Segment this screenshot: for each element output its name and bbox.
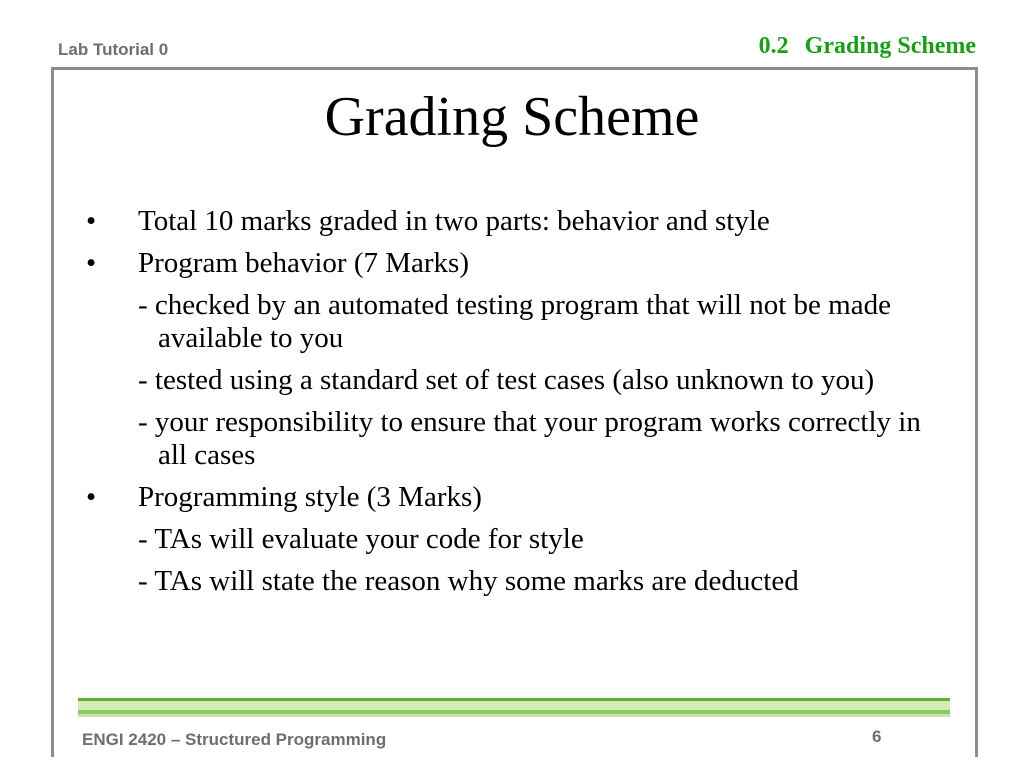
- sub-item-text: - checked by an automated testing program that will not be made available to you: [138, 289, 891, 354]
- sub-item-text: - your responsibility to ensure that your program works correctly in all cases: [138, 406, 921, 471]
- sub-item-text: - TAs will evaluate your code for style: [138, 523, 584, 555]
- bullet-dot: •: [86, 205, 97, 237]
- footer-divider: [78, 698, 950, 717]
- bullet-item: [84, 205, 944, 238]
- bullet-dot: •: [86, 247, 97, 279]
- bullet-item: [84, 481, 944, 514]
- sub-item: [84, 406, 944, 472]
- slide-content: [84, 205, 944, 607]
- sub-item: [84, 289, 944, 355]
- sub-item-text: - TAs will state the reason why some marks are deducted: [138, 565, 799, 597]
- bullet-dot: •: [86, 481, 97, 513]
- sub-item-text: - tested using a standard set of test cases (also unknown to you): [138, 364, 875, 396]
- page-number: 6: [872, 727, 882, 746]
- slide-title: Grading Scheme: [324, 86, 700, 148]
- header-section: [759, 33, 976, 60]
- bullet-text: Programming style (3 Marks): [138, 481, 482, 513]
- sub-item: [84, 364, 944, 397]
- bullet-text: Program behavior (7 Marks): [138, 247, 469, 279]
- bullet-item: [84, 247, 944, 280]
- section-title: Grading Scheme: [804, 33, 976, 59]
- sub-item: [84, 565, 944, 598]
- footer-course: ENGI 2420 – Structured Programming: [82, 730, 387, 749]
- sub-item: [84, 523, 944, 556]
- header-lab-label: Lab Tutorial 0: [58, 40, 169, 59]
- section-number: 0.2: [758, 33, 789, 59]
- bullet-text: Total 10 marks graded in two parts: behavior and style: [138, 205, 770, 237]
